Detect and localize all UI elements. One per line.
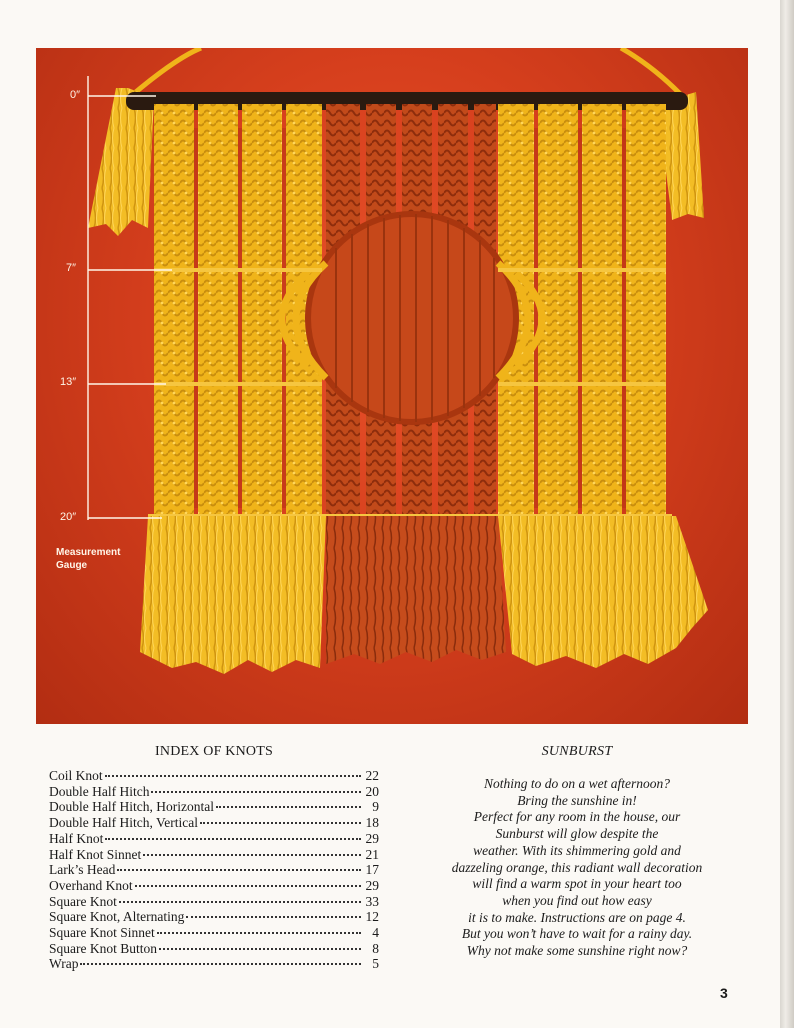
index-item <box>49 925 379 941</box>
leader-dots <box>105 775 361 777</box>
gauge-mark-7: 7″ <box>66 262 77 274</box>
story-line: when you find out how easy <box>502 892 652 908</box>
index-item <box>49 941 379 957</box>
leader-dots <box>159 948 361 950</box>
gauge-mark-20: 20″ <box>60 511 77 523</box>
index-item <box>49 831 379 847</box>
index-item <box>49 768 379 784</box>
story-line: weather. With its shimmering gold and <box>473 842 681 858</box>
story-line: Nothing to do on a wet afternoon? <box>483 776 670 791</box>
leader-dots <box>105 838 361 840</box>
index-item-page: 5 <box>372 956 379 972</box>
leader-dots <box>157 932 361 934</box>
index-item-name: Square Knot Button <box>49 940 157 956</box>
index-item <box>49 894 379 910</box>
story-body <box>412 776 742 960</box>
index-title: INDEX OF KNOTS <box>155 744 273 759</box>
index-item <box>49 847 379 863</box>
gauge-mark-13: 13″ <box>60 376 77 388</box>
index-item-page: 33 <box>365 893 379 909</box>
index-item-name: Square Knot <box>49 893 117 909</box>
index-item-page: 17 <box>365 862 379 878</box>
gauge-mark-0: 0″ <box>70 89 81 101</box>
index-item-page: 21 <box>365 846 379 862</box>
center-orange-fringe <box>326 516 506 664</box>
macrame-photo <box>36 48 748 724</box>
leader-dots <box>80 963 361 965</box>
index-item-name: Coil Knot <box>49 768 103 783</box>
leader-dots <box>216 806 361 808</box>
story-line: Perfect for any room in the house, our <box>473 809 681 825</box>
index-item-name: Double Half Hitch, Horizontal <box>49 799 214 815</box>
leader-dots <box>143 854 361 856</box>
index-item-page: 22 <box>365 768 379 783</box>
hanging-cord <box>131 48 201 96</box>
story-line: Why not make some sunshine right now? <box>466 943 688 959</box>
left-tassel <box>88 88 154 236</box>
page-edge <box>780 0 794 1028</box>
index-item-name: Wrap <box>49 956 79 972</box>
gauge-caption <box>56 546 120 572</box>
leader-dots <box>200 822 361 824</box>
story-title: SUNBURST <box>541 744 613 759</box>
index-item-page: 29 <box>365 830 379 846</box>
index-item <box>49 862 379 878</box>
index-item-name: Double Half Hitch, Vertical <box>49 815 198 831</box>
story-line: But you won’t have to wait for a rainy day. <box>461 926 693 942</box>
index-item-page: 12 <box>365 909 379 925</box>
index-item <box>49 878 379 894</box>
index-item-name: Half Knot <box>49 830 104 846</box>
story-line: Bring the sunshine in! <box>517 792 637 808</box>
index-item-name: Square Knot, Alternating <box>49 909 185 925</box>
page-number: 3 <box>720 985 728 1001</box>
story-line: will find a warm spot in your heart too <box>472 876 682 892</box>
gauge-caption-line2: Gauge <box>56 560 88 571</box>
index-item <box>49 815 379 831</box>
leader-dots <box>151 791 361 793</box>
index-of-knots <box>49 744 379 972</box>
index-item <box>49 956 379 972</box>
story-line: Sunburst will glow despite the <box>495 826 659 842</box>
story-line: dazzeling orange, this radiant wall decoration <box>451 859 703 875</box>
right-gold-fringe <box>498 516 708 668</box>
leader-dots <box>119 901 361 903</box>
index-item-page: 8 <box>372 940 379 956</box>
index-item-name: Lark’s Head <box>49 862 116 878</box>
index-item <box>49 909 379 925</box>
index-item-page: 9 <box>372 799 379 815</box>
sunburst-description <box>412 744 742 960</box>
index-item-page: 4 <box>372 925 379 941</box>
left-gold-fringe <box>140 516 326 674</box>
leader-dots <box>186 916 361 918</box>
index-item-name: Half Knot Sinnet <box>49 846 142 862</box>
index-item-page: 18 <box>365 815 379 831</box>
leader-dots <box>135 885 361 887</box>
sunburst-wall-hanging-illustration <box>36 48 748 724</box>
index-list <box>49 768 379 972</box>
sun-disc <box>308 214 516 422</box>
index-item-name: Square Knot Sinnet <box>49 925 155 941</box>
index-item <box>49 784 379 800</box>
index-item-page: 20 <box>365 783 379 799</box>
index-item-name: Double Half Hitch <box>49 783 150 799</box>
index-item-name: Overhand Knot <box>49 877 133 893</box>
story-line: it is to make. Instructions are on page 4. <box>468 909 686 925</box>
index-item <box>49 799 379 815</box>
leader-dots <box>117 869 361 871</box>
gauge-caption-line1: Measurement <box>56 547 121 558</box>
index-item-page: 29 <box>365 877 379 893</box>
